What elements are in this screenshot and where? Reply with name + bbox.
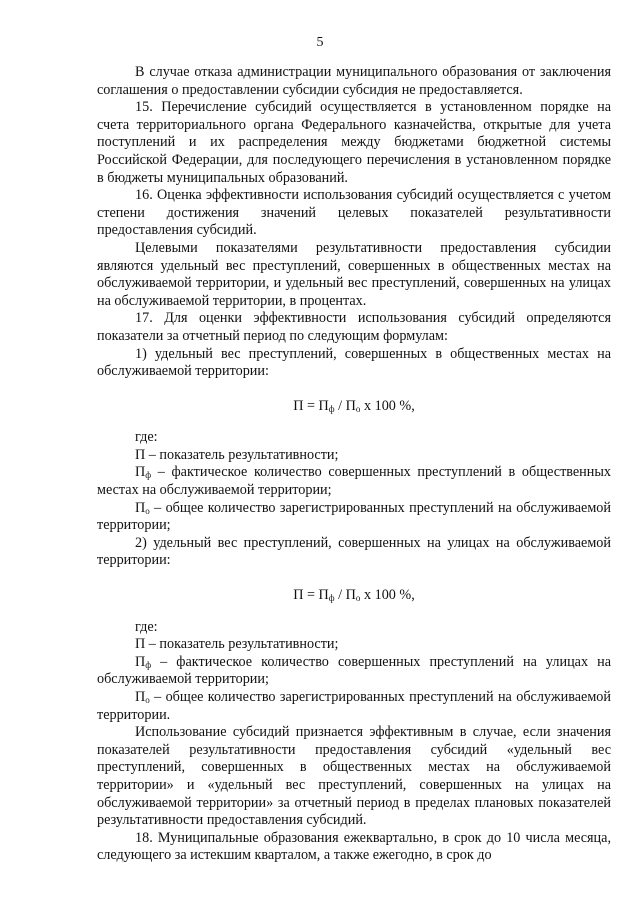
where-label-2: где:	[135, 618, 158, 635]
paragraph-17: 17. Для оценки эффективности использования субсидий определяются показатели за отчетный период по следующим формулам:	[97, 310, 611, 344]
paragraph-16: 16. Оценка эффективности использования субсидий осуществляется с учетом степени достижения значений целевых показателей результативности предоставления субсидий.	[97, 187, 611, 239]
paragraph-item-2: 2) удельный вес преступлений, совершенных на улицах на обслуживаемой территории:	[97, 534, 611, 569]
paragraph-18: 18. Муниципальные образования ежеквартально, в срок до 10 числа месяца, следующего за истекшим кварталом, а также ежегодно, в срок до	[97, 829, 611, 864]
formula-2: $П = П_ф / П_о$ х 100 %,	[293, 587, 415, 604]
document-body	[97, 64, 611, 865]
where-label-1: где:	[135, 429, 158, 446]
definition-pf-1: $П_ф$ – фактическое количество совершенных преступлений в общественных местах на обслуживаемой территории;	[97, 464, 611, 499]
page-number: 5	[316, 35, 324, 50]
paragraph-efficiency: Использование субсидий признается эффективным в случае, если значения показателей результативности предоставления субсидий «удельный вес преступлений, совершенных в общественных местах на обслуживаемой территории» и «удельный вес преступлений, совершенных на улицах на обслуживаемой территории» за отчетный период в пределах плановых показателей результативности предоставления субсидий.	[97, 724, 611, 829]
definition-po-1: $П_о$ – общее количество зарегистрированных преступлений на обслуживаемой территории;	[97, 499, 611, 534]
definition-po-2: $П_о$ – общее количество зарегистрированных преступлений на обслуживаемой территории.	[97, 689, 611, 723]
definition-p-1: П – показатель результативности;	[135, 446, 339, 463]
paragraph-15: 15. Перечисление субсидий осуществляется в установленном порядке на счета территориального органа Федерального казначейства, открытые для учета поступлений и их распределения между бюджетами бюджетной системы Российской Федерации, для последующего перечисления в установленном порядке в бюджеты муниципальных образований.	[97, 99, 611, 186]
definition-p-2: П – показатель результативности;	[135, 636, 339, 653]
paragraph-target-indicators: Целевыми показателями результативности предоставления субсидии являются удельный вес преступлений, совершенных в общественных местах на обслуживаемой территории, и удельный вес преступлений, совершенных на улицах на обслуживаемой территории, в процентах.	[97, 239, 611, 309]
formula-1: $П = П_ф / П_о$ х 100 %,	[293, 397, 415, 414]
paragraph-item-1: 1) удельный вес преступлений, совершенных в общественных местах на обслуживаемой территории:	[97, 345, 611, 380]
paragraph-refusal: В случае отказа администрации муниципального образования от заключения соглашения о предоставлении субсидии субсидия не предоставляется.	[97, 64, 611, 98]
definition-pf-2: $П_ф$ – фактическое количество совершенных преступлений на улицах на обслуживаемой территории;	[97, 653, 611, 688]
